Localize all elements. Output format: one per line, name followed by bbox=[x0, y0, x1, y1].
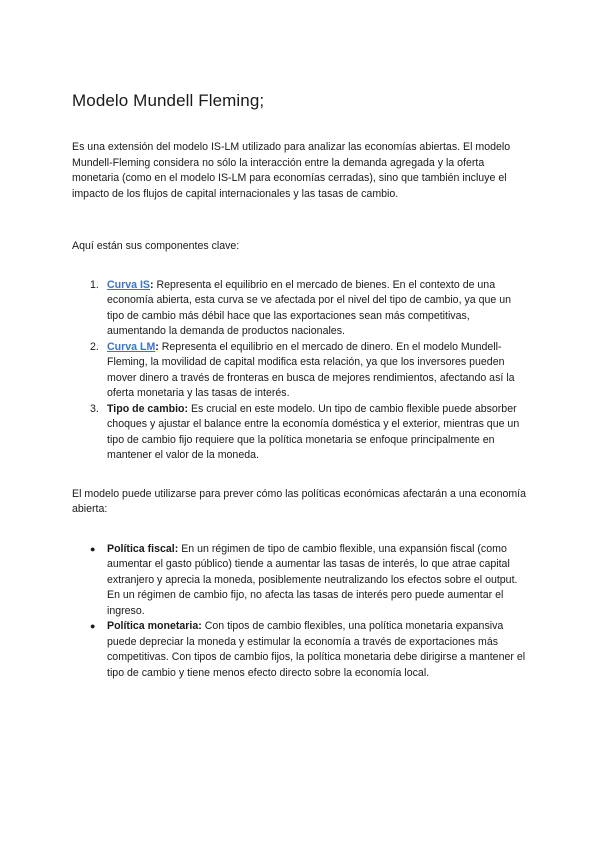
component-item-exchange-rate bbox=[72, 402, 528, 464]
policy-item-fiscal bbox=[72, 542, 528, 620]
intro-paragraph: Es una extensión del modelo IS-LM utilizado para analizar las economías abiertas. El modelo Mundell-Fleming considera no sólo la interacción entre la demanda agregada y la oferta monetaria (como en el modelo IS-LM para economías cerradas), sino que también incluye el impacto de los flujos de capital internacionales y las tasas de cambio. bbox=[72, 141, 511, 200]
component-item-is-curve bbox=[72, 278, 528, 340]
component-item-lm-curve bbox=[72, 340, 528, 402]
bullet-icon: ● bbox=[90, 621, 96, 631]
component-text: Es crucial en este modelo. Un tipo de cambio flexible puede absorber choques y ajustar el balance entre la economía doméstica y el exterior, mientras que un tipo de cambio fijo requiere que la política monetaria se enfoque principalmente en mantener el valor de la moneda. bbox=[107, 402, 520, 461]
term-link-curva-is[interactable]: Curva IS bbox=[107, 278, 150, 291]
term-politica-monetaria: Política monetaria: bbox=[107, 620, 202, 632]
term-link-curva-lm[interactable]: Curva LM bbox=[107, 340, 156, 353]
policy-text: En un régimen de tipo de cambio flexible, una expansión fiscal (como aumentar el gasto público) tiende a aumentar las tasas de interés, lo que atrae capital extranjero y aprecia la moneda, posiblemente neutralizando los efectos sobre el output. En un régimen de cambio fijo, no afecta las tasas de interés pero puede aumentar el ingreso. bbox=[107, 542, 518, 617]
bullet-icon: ● bbox=[90, 543, 96, 554]
list-number: 1. bbox=[90, 278, 99, 291]
term-tipo-de-cambio: Tipo de cambio: bbox=[107, 402, 189, 415]
component-text: Representa el equilibrio en el mercado de dinero. En el modelo Mundell-Fleming, la movilidad de capital modifica esta relación, ya que los inversores pueden mover dinero a través de fronteras en busca de mejores rendimientos, afectando así la oferta monetaria y las tasas de interés. bbox=[107, 340, 515, 399]
list-number: 2. bbox=[90, 340, 99, 353]
policy-text: Con tipos de cambio flexibles, una política monetaria expansiva puede depreciar la moneda y estimular la economía a través de exportaciones más competitivas. Con tipos de cambio fijos, la política monetaria debe dirigirse a mantener el tipo de cambio y tiene menos efecto directo sobre la economía local. bbox=[107, 620, 526, 679]
term-colon: : bbox=[155, 340, 159, 353]
policies-lead: El modelo puede utilizarse para prever cómo las políticas económicas afectarán a una economía abierta: bbox=[72, 487, 527, 515]
term-politica-fiscal: Política fiscal: bbox=[107, 542, 179, 555]
policy-item-monetary bbox=[72, 619, 528, 681]
components-lead: Aquí están sus componentes clave: bbox=[72, 240, 240, 252]
list-number: 3. bbox=[90, 402, 99, 415]
term-colon: : bbox=[149, 278, 154, 291]
components-list bbox=[72, 278, 528, 464]
policies-list bbox=[72, 542, 528, 682]
document-title: Modelo Mundell Fleming; bbox=[72, 91, 265, 110]
component-text: Representa el equilibrio en el mercado de bienes. En el contexto de una economía abierta, esta curva se ve afectada por el nivel del tipo de cambio, ya que un tipo de cambio más débil hace que las exportaciones sean más competitivas, aumentando la demanda de productos nacionales. bbox=[107, 278, 511, 337]
